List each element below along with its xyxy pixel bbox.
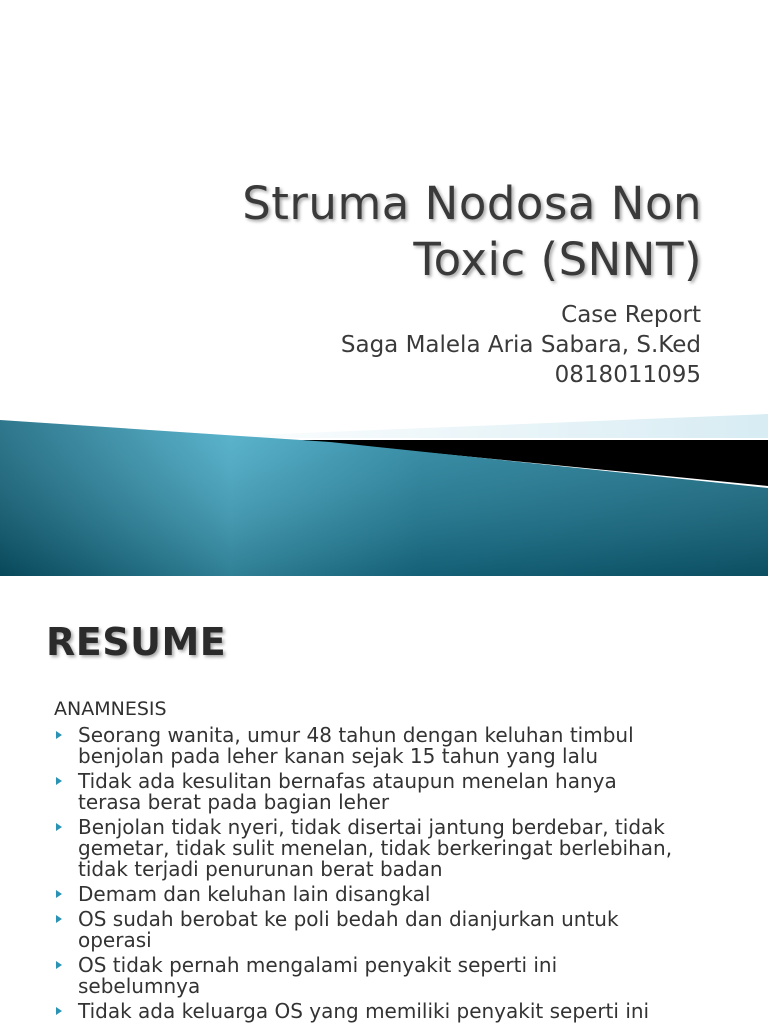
triangle-bullet-icon — [56, 915, 62, 923]
triangle-bullet-icon — [56, 731, 62, 739]
title-line-1: Struma Nodosa Non — [242, 177, 702, 230]
bullet-line: OS sudah berobat ke poli bedah dan dianjurkan untuk — [78, 907, 619, 931]
bullet-item — [54, 725, 744, 767]
bullet-item — [54, 884, 744, 905]
bullet-item — [54, 1001, 744, 1022]
resume-heading: RESUME — [46, 620, 227, 664]
subtitle-student-id: 0818011095 — [554, 362, 701, 388]
bullet-item — [54, 771, 744, 813]
triangle-bullet-icon — [56, 890, 62, 898]
bullet-line: Tidak ada keluarga OS yang memiliki penyakit seperti ini — [78, 999, 650, 1023]
triangle-bullet-icon — [56, 777, 62, 785]
slide-subtitle — [341, 300, 701, 390]
bullet-line: sebelumnya — [78, 974, 201, 998]
title-line-2: Toxic (SNNT) — [413, 233, 702, 286]
bullet-line: benjolan pada leher kanan sejak 15 tahun yang lalu — [78, 744, 599, 768]
bullet-line: operasi — [78, 928, 152, 952]
bullet-item — [54, 955, 744, 997]
bullet-line: Demam dan keluhan lain disangkal — [78, 882, 431, 906]
bullet-line: Seorang wanita, umur 48 tahun dengan keluhan timbul — [78, 723, 634, 747]
bullet-line: gemetar, tidak sulit menelan, tidak berkeringat berlebihan, — [78, 836, 673, 860]
resume-slide — [0, 576, 768, 1024]
bullet-item — [54, 817, 744, 880]
bullet-line: OS tidak pernah mengalami penyakit seperti ini — [78, 953, 558, 977]
bullet-line: tidak terjadi penurunan berat badan — [78, 857, 443, 881]
bullet-item — [54, 909, 744, 951]
slide-title — [242, 176, 702, 288]
decorative-wave-band — [0, 412, 768, 576]
subtitle-author: Saga Malela Aria Sabara, S.Ked — [340, 332, 701, 358]
bullet-line: Benjolan tidak nyeri, tidak disertai jantung berdebar, tidak — [78, 815, 665, 839]
bullet-line: terasa berat pada bagian leher — [78, 790, 390, 814]
triangle-bullet-icon — [56, 823, 62, 831]
triangle-bullet-icon — [56, 1007, 62, 1015]
bullet-line: Tidak ada kesulitan bernafas ataupun menelan hanya — [78, 769, 617, 793]
anamnesis-bullet-list — [54, 725, 744, 1024]
anamnesis-label: ANAMNESIS — [54, 698, 167, 720]
subtitle-case-report: Case Report — [561, 302, 701, 328]
triangle-bullet-icon — [56, 961, 62, 969]
